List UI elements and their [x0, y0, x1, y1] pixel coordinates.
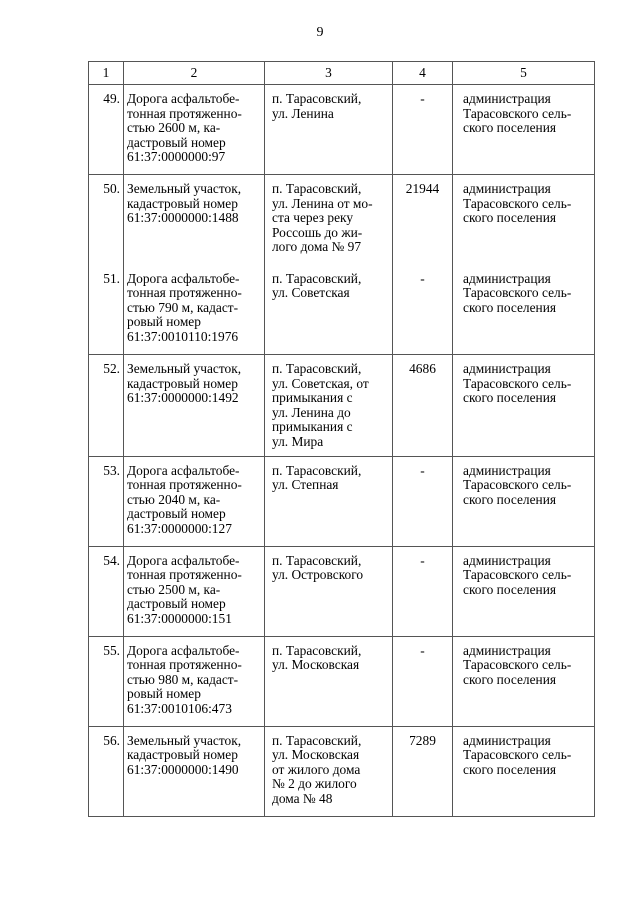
object-name-line: 61:37:0000000:1490: [127, 761, 239, 777]
object-name-cell: [124, 265, 265, 355]
address-line: ул. Ленина до: [272, 404, 351, 420]
area-cell: -: [393, 636, 453, 726]
owner-cell: [453, 636, 595, 726]
object-name-line: 61:37:0000000:1488: [127, 210, 239, 226]
owner-line: ского поселения: [463, 581, 557, 597]
owner-line: ского поселения: [463, 120, 557, 136]
address-cell: [265, 265, 393, 355]
object-name-line: дастровый номер: [127, 596, 226, 612]
table-row: [89, 546, 595, 636]
object-name-line: стью 2600 м, ка-: [127, 120, 221, 136]
object-name-line: ровый номер: [127, 686, 201, 702]
area-cell: -: [393, 546, 453, 636]
owner-cell: [453, 456, 595, 546]
object-name-line: дастровый номер: [127, 506, 226, 522]
address-line: примыкания с: [272, 419, 353, 435]
address-line: дома № 48: [272, 790, 333, 806]
address-line: п. Тарасовский,: [272, 270, 362, 286]
object-name-cell: [124, 85, 265, 175]
object-name-line: 61:37:0000000:151: [127, 610, 232, 626]
object-name-cell: [124, 546, 265, 636]
object-name-line: Дорога асфальтобе-: [127, 270, 240, 286]
page-number: 9: [316, 25, 324, 40]
object-name-line: 61:37:0000000:97: [127, 149, 226, 165]
object-name-line: кадастровый номер: [127, 747, 238, 763]
column-header: 1: [89, 62, 124, 85]
owner-cell: [453, 546, 595, 636]
address-line: п. Тарасовский,: [272, 181, 362, 196]
address-line: Россошь до жи-: [272, 224, 363, 240]
row-number-cell: 52.: [89, 355, 124, 457]
object-name-line: стью 980 м, кадаст-: [127, 671, 239, 687]
object-name-line: Дорога асфальтобе-: [127, 642, 240, 658]
column-header: 3: [265, 62, 393, 85]
column-header: 2: [124, 62, 265, 85]
row-number-cell: 53.: [89, 456, 124, 546]
object-name-line: Дорога асфальтобе-: [127, 462, 240, 478]
object-name-line: стью 2500 м, ка-: [127, 581, 221, 597]
address-cell: [265, 355, 393, 457]
owner-line: ского поселения: [463, 671, 557, 687]
address-line: ул. Московская: [272, 747, 360, 763]
owner-line: администрация: [463, 181, 551, 196]
owner-line: администрация: [463, 91, 551, 106]
object-name-line: Дорога асфальтобе-: [127, 552, 240, 568]
owner-line: Тарасовского сель-: [463, 747, 572, 763]
address-line: примыкания с: [272, 390, 353, 406]
object-name-line: кадастровый номер: [127, 375, 238, 391]
object-name-line: Земельный участок,: [127, 181, 242, 196]
table-row: [89, 175, 595, 265]
address-line: п. Тарасовский,: [272, 642, 362, 658]
address-line: п. Тарасовский,: [272, 91, 362, 106]
address-line: п. Тарасовский,: [272, 552, 362, 568]
column-header: 4: [393, 62, 453, 85]
table-row: [89, 85, 595, 175]
address-line: № 2 до жилого: [272, 776, 357, 792]
owner-line: администрация: [463, 552, 551, 568]
owner-line: ского поселения: [463, 390, 557, 406]
object-name-cell: [124, 355, 265, 457]
owner-line: Тарасовского сель-: [463, 195, 572, 211]
address-line: п. Тарасовский,: [272, 462, 362, 478]
address-line: ул. Ленина: [272, 105, 334, 121]
table-row: [89, 456, 595, 546]
address-line: ул. Московская: [272, 657, 360, 673]
owner-line: администрация: [463, 361, 551, 376]
object-name-line: стью 790 м, кадаст-: [127, 299, 239, 315]
owner-line: администрация: [463, 732, 551, 748]
address-line: ул. Островского: [272, 567, 364, 583]
row-number-cell: 51.: [89, 265, 124, 355]
address-line: от жилого дома: [272, 761, 361, 777]
address-line: п. Тарасовский,: [272, 732, 362, 748]
area-cell: -: [393, 265, 453, 355]
area-cell: 7289: [393, 726, 453, 816]
object-name-cell: [124, 636, 265, 726]
object-name-line: стью 2040 м, ка-: [127, 491, 221, 507]
row-number-cell: 49.: [89, 85, 124, 175]
row-number-cell: 55.: [89, 636, 124, 726]
object-name-line: ровый номер: [127, 314, 201, 330]
owner-line: Тарасовского сель-: [463, 375, 572, 391]
address-line: ул. Мира: [272, 433, 324, 449]
owner-line: ского поселения: [463, 761, 557, 777]
object-name-line: тонная протяженно-: [127, 477, 242, 493]
owner-line: ского поселения: [463, 210, 557, 226]
area-cell: 21944: [393, 175, 453, 265]
registry-table: [88, 61, 595, 817]
owner-line: Тарасовского сель-: [463, 657, 572, 673]
address-line: ул. Советская, от: [272, 375, 369, 391]
object-name-line: тонная протяженно-: [127, 567, 242, 583]
owner-cell: [453, 265, 595, 355]
table-row: [89, 355, 595, 457]
owner-cell: [453, 175, 595, 265]
address-line: п. Тарасовский,: [272, 361, 362, 376]
column-header: 5: [453, 62, 595, 85]
table-row: [89, 726, 595, 816]
address-line: ул. Степная: [272, 477, 339, 493]
owner-cell: [453, 85, 595, 175]
address-line: лого дома № 97: [272, 239, 362, 255]
object-name-line: тонная протяженно-: [127, 657, 242, 673]
table-row: [89, 265, 595, 355]
address-cell: [265, 175, 393, 265]
object-name-cell: [124, 456, 265, 546]
row-number-cell: 54.: [89, 546, 124, 636]
object-name-line: Дорога асфальтобе-: [127, 91, 240, 106]
area-cell: -: [393, 85, 453, 175]
object-name-line: 61:37:0000000:1492: [127, 390, 239, 406]
object-name-line: 61:37:0000000:127: [127, 520, 232, 536]
address-cell: [265, 546, 393, 636]
object-name-line: Земельный участок,: [127, 732, 242, 748]
address-line: ста через реку: [272, 210, 354, 226]
area-cell: 4686: [393, 355, 453, 457]
area-cell: -: [393, 456, 453, 546]
owner-line: ского поселения: [463, 491, 557, 507]
owner-line: Тарасовского сель-: [463, 105, 572, 121]
object-name-line: тонная протяженно-: [127, 285, 242, 301]
address-line: ул. Ленина от мо-: [272, 195, 373, 211]
address-line: ул. Советская: [272, 285, 350, 301]
owner-cell: [453, 726, 595, 816]
table-row: [89, 636, 595, 726]
address-cell: [265, 456, 393, 546]
object-name-line: кадастровый номер: [127, 195, 238, 211]
table-header-row: [89, 62, 595, 85]
object-name-line: дастровый номер: [127, 134, 226, 150]
object-name-line: 61:37:0010106:473: [127, 700, 232, 716]
row-number-cell: 56.: [89, 726, 124, 816]
address-cell: [265, 726, 393, 816]
owner-line: Тарасовского сель-: [463, 477, 572, 493]
address-cell: [265, 636, 393, 726]
owner-line: администрация: [463, 642, 551, 658]
owner-line: Тарасовского сель-: [463, 285, 572, 301]
row-number-cell: 50.: [89, 175, 124, 265]
object-name-cell: [124, 175, 265, 265]
owner-cell: [453, 355, 595, 457]
owner-line: администрация: [463, 270, 551, 286]
object-name-line: Земельный участок,: [127, 361, 242, 376]
address-cell: [265, 85, 393, 175]
object-name-cell: [124, 726, 265, 816]
object-name-line: 61:37:0010110:1976: [127, 328, 239, 344]
owner-line: Тарасовского сель-: [463, 567, 572, 583]
owner-line: администрация: [463, 462, 551, 478]
object-name-line: тонная протяженно-: [127, 105, 242, 121]
owner-line: ского поселения: [463, 299, 557, 315]
